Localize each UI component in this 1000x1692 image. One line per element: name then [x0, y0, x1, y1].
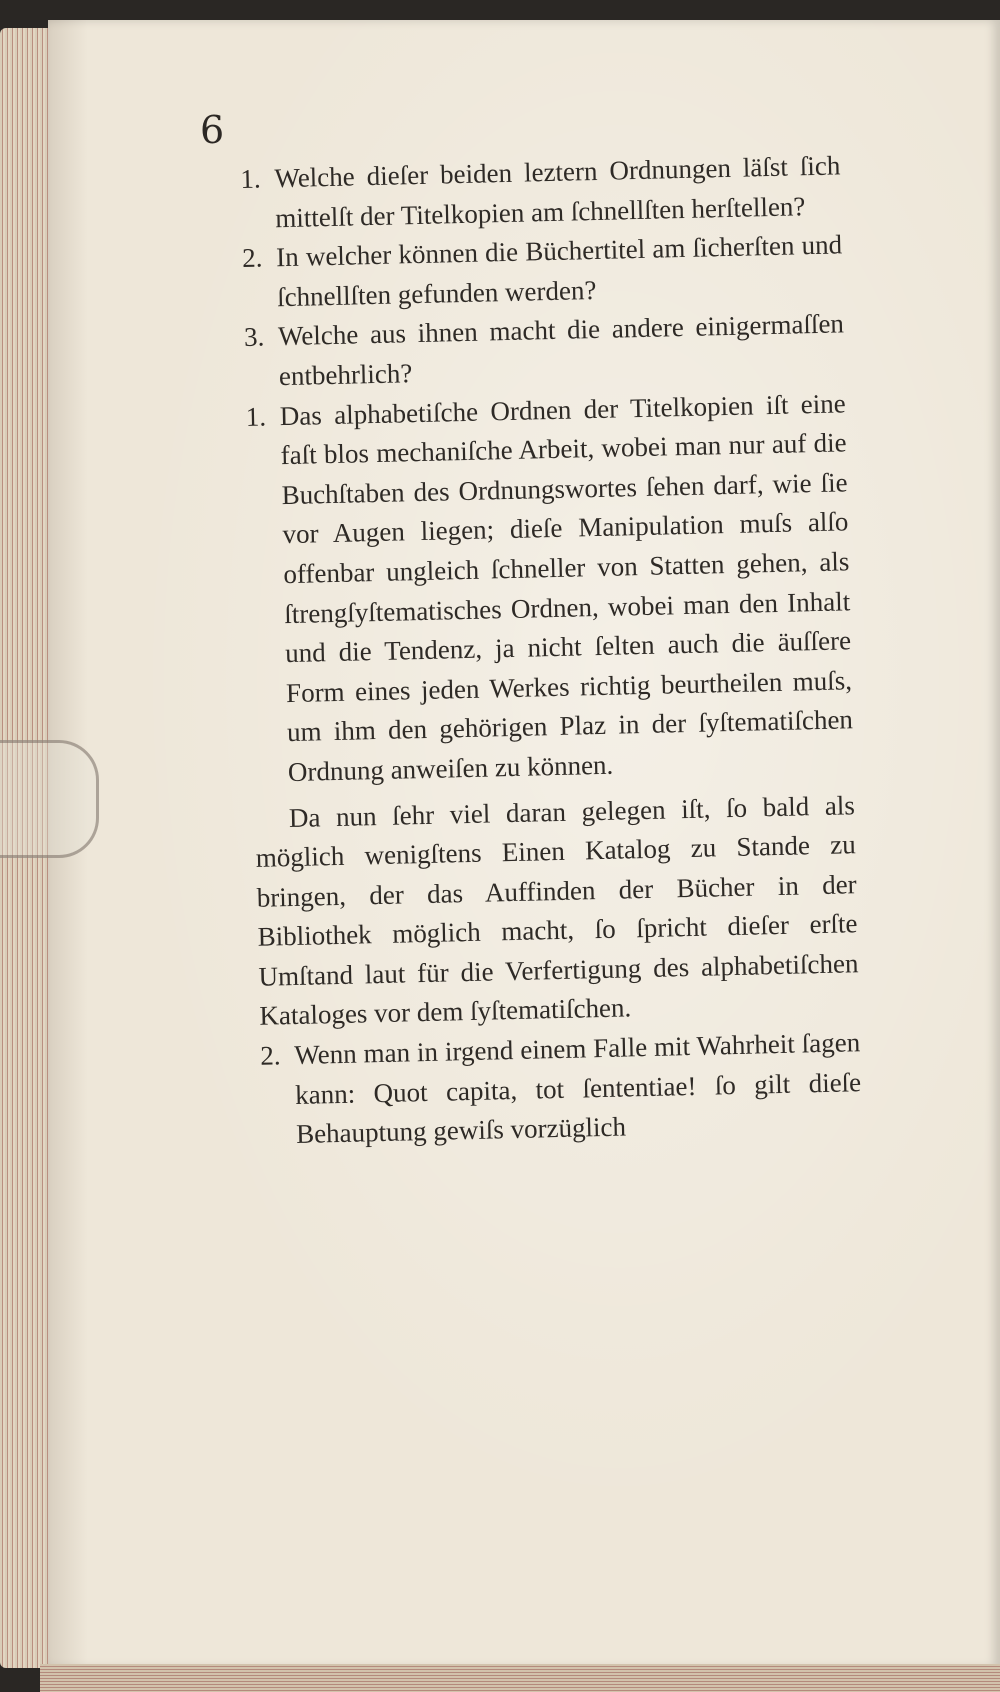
- question-3: [244, 305, 846, 398]
- question-1-text: Welche dieſer beiden leztern Ordnungen läſst ſich mittelſt der Titelkopien am ſchnellſten herſtellen?: [274, 150, 841, 233]
- answer-1: [245, 384, 854, 793]
- question-2: [242, 226, 844, 319]
- page-number: 6: [200, 108, 225, 152]
- bookmark-clip: [0, 740, 99, 858]
- answer-2-marker: 2.: [259, 1040, 281, 1071]
- question-1-marker: 1.: [240, 163, 262, 194]
- question-1: [240, 146, 842, 239]
- answer-2: [260, 1023, 863, 1155]
- answer-1-marker: 1.: [245, 401, 267, 432]
- question-3-text: Welche aus ihnen macht die andere einigermaſſen entbehrlich?: [277, 308, 845, 392]
- body-paragraph: Da nun ſehr viel daran gelegen iſt, ſo bald als möglich wenigſtens Einen Katalog zu Stande zu bringen, der das Auffinden der Bücher in der Bibliothek möglich macht, ſo ſpricht dieſer erſte Umſtand laut für die Verfertigung des alphabetiſchen Kataloges vor dem ſyſtematiſchen.: [255, 789, 859, 1032]
- answer-1-text: Das alphabetiſche Ordnen der Titelkopien iſt eine faſt blos mechaniſche Arbeit, wobei man nur auf die Buchſtaben des Ordnungswortes ſehen darf, wie ſie vor Augen liegen; dieſe Manipulation muſs alſo offenbar ungleich ſchneller von Statten gehen, als ſtrengſyſtematisches Ordnen, wobei man den Inhalt und die Tendenz, ja nicht ſelten auch die äuſſere Form eines jeden Werkes richtig beurtheilen muſs, um ihm den gehörigen Plaz in der ſyſtematiſchen Ordnung anweiſen zu können.: [279, 387, 854, 787]
- question-2-text: In welcher können die Büchertitel am ſicherſten und ſchnellſten gefunden werden?: [275, 229, 843, 312]
- page-text: [240, 146, 862, 1155]
- bottom-page-edge: [40, 1664, 1000, 1692]
- question-2-marker: 2.: [241, 242, 263, 274]
- question-3-marker: 3.: [243, 321, 265, 353]
- answer-2-text: Wenn man in irgend einem Falle mit Wahrheit ſagen kann: Quot capita, tot ſententiae! ſo gilt dieſe Behauptung gewiſs vorzüglich: [293, 1027, 862, 1150]
